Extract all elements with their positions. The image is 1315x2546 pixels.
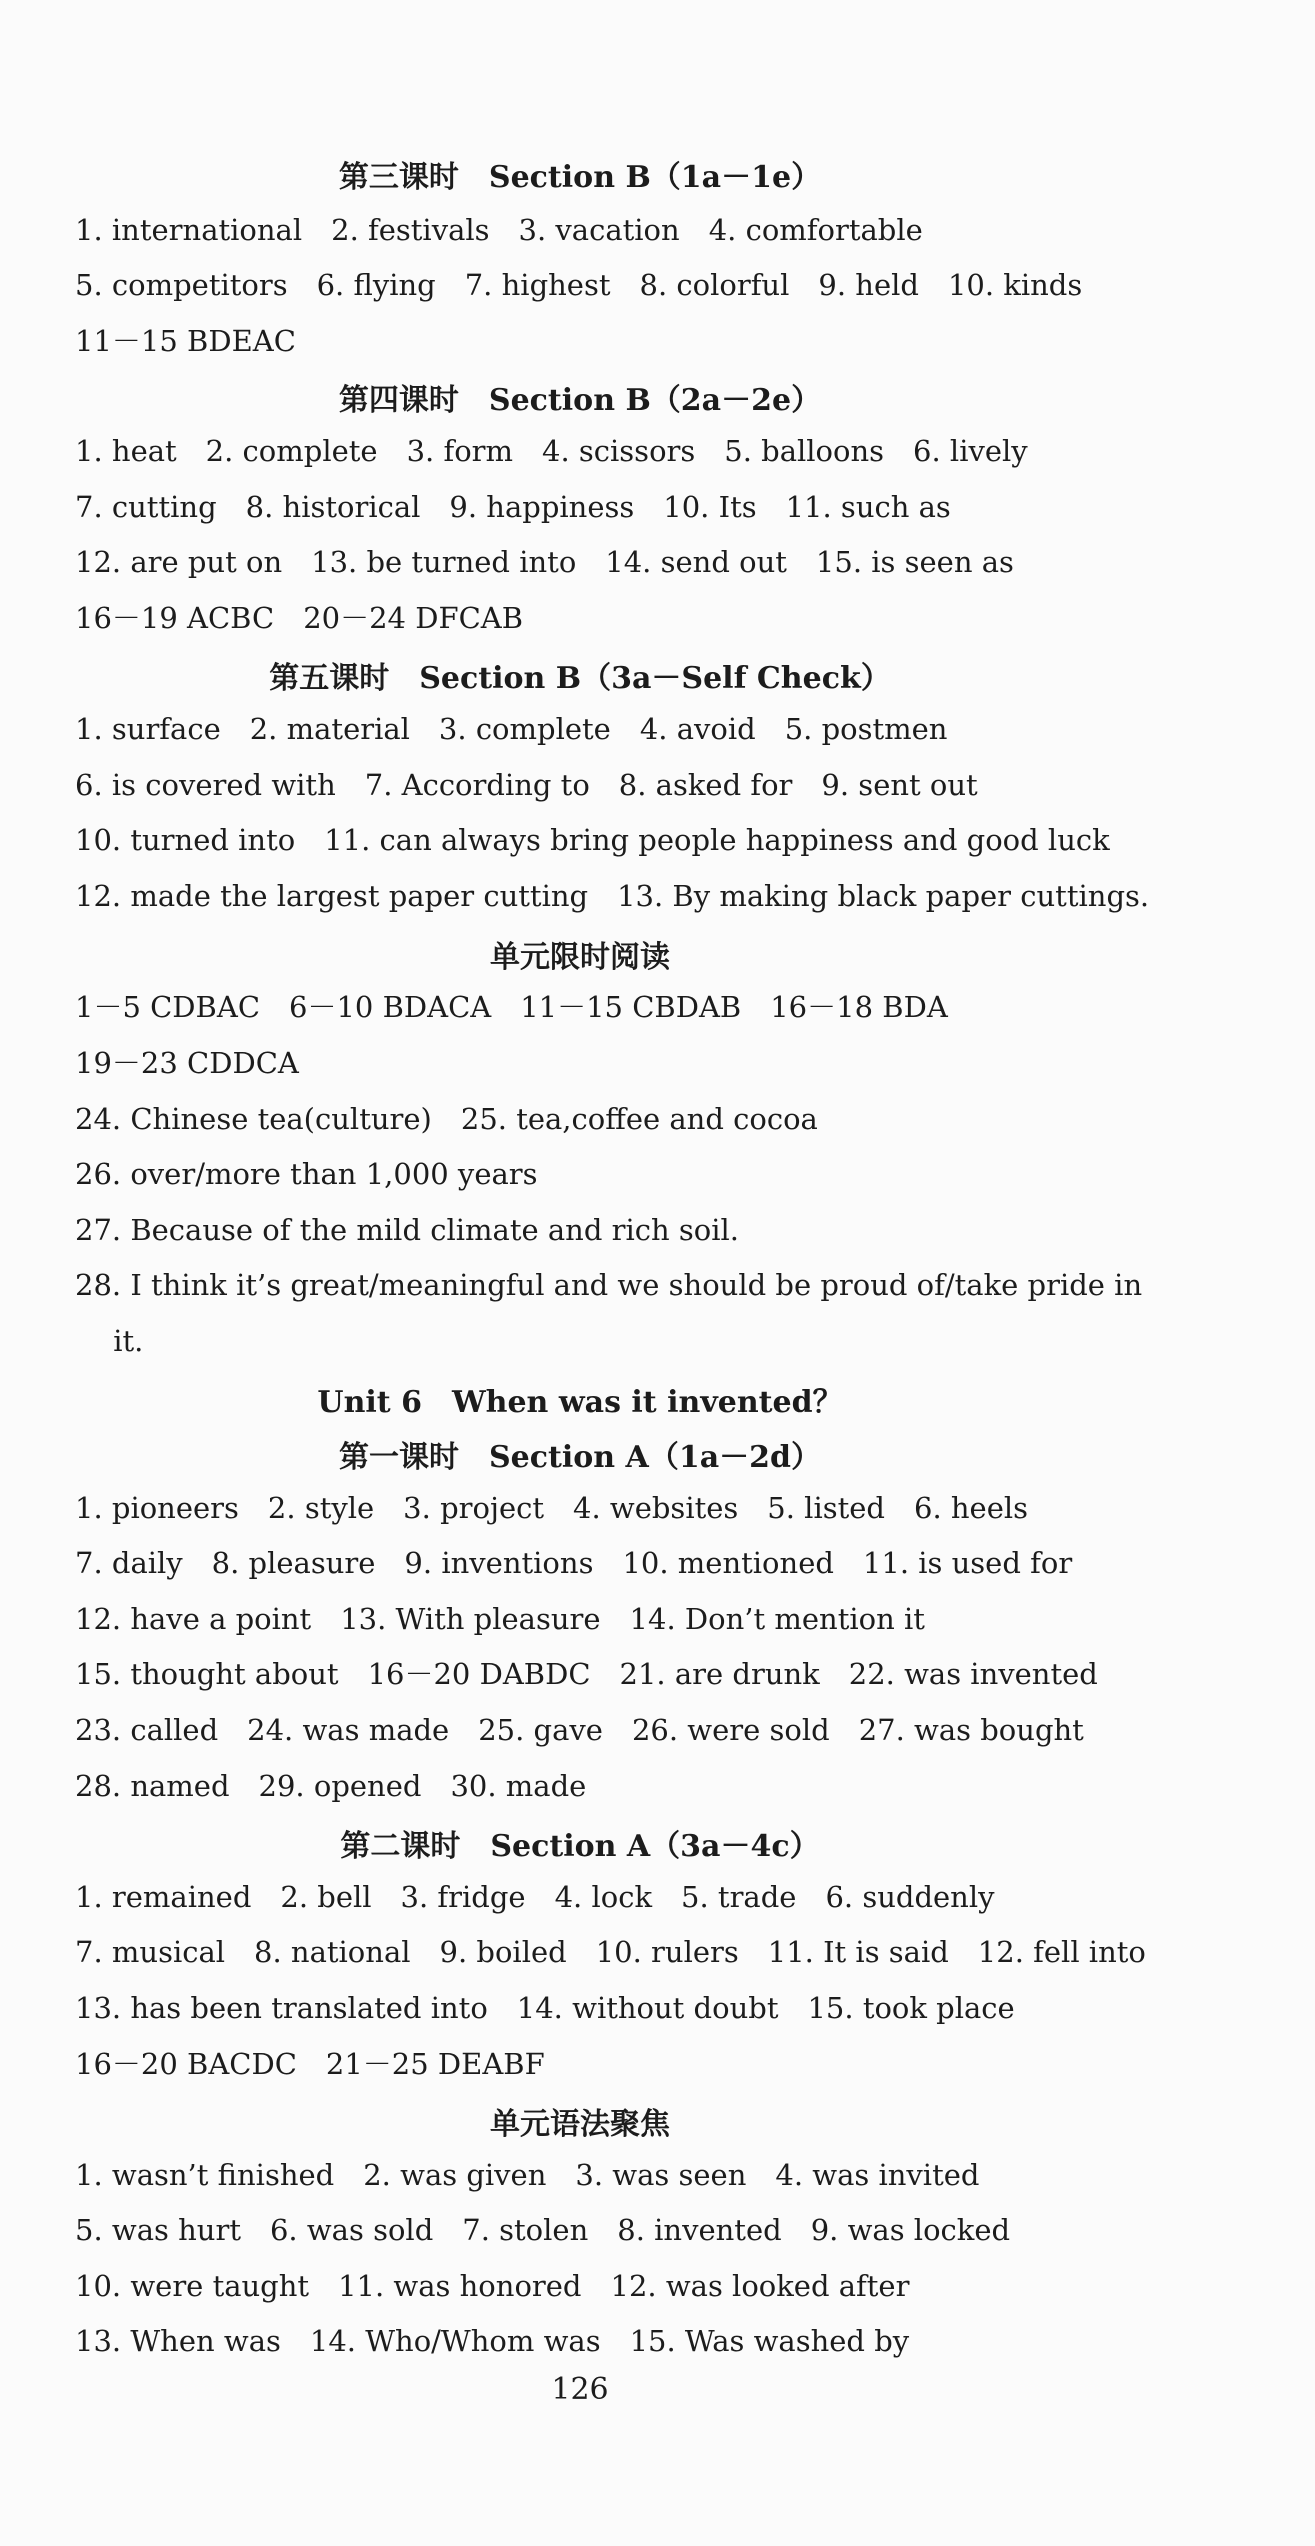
answer-line: 1. pioneers 2. style 3. project 4. websites 5. listed 6. heels [75, 1491, 1029, 1525]
answer-line: 10. turned into 11. can always bring people happiness and good luck [75, 823, 1110, 857]
answer-line: 12. made the largest paper cutting 13. By making black paper cuttings. [75, 879, 1150, 913]
answer-line: 7. daily 8. pleasure 9. inventions 10. mentioned 11. is used for [75, 1546, 1073, 1580]
answer-line: 13. has been translated into 14. without doubt 15. took place [75, 1991, 1015, 2025]
answer-line: 10. were taught 11. was honored 12. was looked after [75, 2269, 910, 2303]
answer-line: 1. remained 2. bell 3. fridge 4. lock 5. trade 6. suddenly [75, 1880, 995, 1914]
answer-line: 11－15 BDEAC [75, 324, 296, 358]
section-heading: 单元限时阅读 [490, 940, 670, 975]
answer-line: 26. over/more than 1,000 years [75, 1157, 538, 1191]
answer-line: 12. are put on 13. be turned into 14. send out 15. is seen as [75, 545, 1014, 579]
answer-line: 24. Chinese tea(culture) 25. tea,coffee and cocoa [75, 1102, 818, 1136]
answer-line: 1－5 CDBAC 6－10 BDACA 11－15 CBDAB 16－18 BDA [75, 990, 948, 1024]
answer-line: 16－19 ACBC 20－24 DFCAB [75, 601, 524, 635]
answer-line: 15. thought about 16－20 DABDC 21. are drunk 22. was invented [75, 1657, 1098, 1691]
answer-line: 1. international 2. festivals 3. vacation 4. comfortable [75, 213, 923, 247]
answer-line: 1. wasn’t finished 2. was given 3. was seen 4. was invited [75, 2158, 980, 2192]
section-heading: 第二课时 Section A（3a－4c） [340, 1829, 820, 1864]
unit-heading: Unit 6 When was it invented？ [317, 1385, 843, 1420]
answer-line: it. [75, 1324, 144, 1358]
answer-line: 5. was hurt 6. was sold 7. stolen 8. invented 9. was locked [75, 2213, 1011, 2247]
section-heading: 第三课时 Section B（1a－1e） [338, 160, 822, 195]
answer-line: 1. surface 2. material 3. complete 4. avoid 5. postmen [75, 712, 948, 746]
section-heading: 第四课时 Section B（2a－2e） [338, 383, 822, 418]
answer-line: 19－23 CDDCA [75, 1046, 299, 1080]
page-number: 126 [551, 2372, 609, 2407]
answer-line: 12. have a point 13. With pleasure 14. Don’t mention it [75, 1602, 925, 1636]
answer-line: 16－20 BACDC 21－25 DEABF [75, 2047, 545, 2081]
answer-line: 7. musical 8. national 9. boiled 10. rulers 11. It is said 12. fell into [75, 1935, 1146, 1969]
answer-line: 1. heat 2. complete 3. form 4. scissors 5. balloons 6. lively [75, 434, 1028, 468]
section-heading: 第五课时 Section B（3a－Self Check） [269, 661, 891, 696]
answer-line: 27. Because of the mild climate and rich soil. [75, 1213, 739, 1247]
answer-line: 6. is covered with 7. According to 8. asked for 9. sent out [75, 768, 978, 802]
answer-line: 5. competitors 6. flying 7. highest 8. colorful 9. held 10. kinds [75, 268, 1083, 302]
section-heading: 单元语法聚焦 [490, 2107, 670, 2142]
answer-line: 7. cutting 8. historical 9. happiness 10. Its 11. such as [75, 490, 951, 524]
answer-line: 28. named 29. opened 30. made [75, 1769, 587, 1803]
answer-line: 13. When was 14. Who/Whom was 15. Was washed by [75, 2324, 910, 2358]
answer-line: 28. I think it’s great/meaningful and we should be proud of/take pride in [75, 1268, 1143, 1302]
answer-line: 23. called 24. was made 25. gave 26. were sold 27. was bought [75, 1713, 1084, 1747]
section-heading: 第一课时 Section A（1a－2d） [339, 1440, 821, 1475]
